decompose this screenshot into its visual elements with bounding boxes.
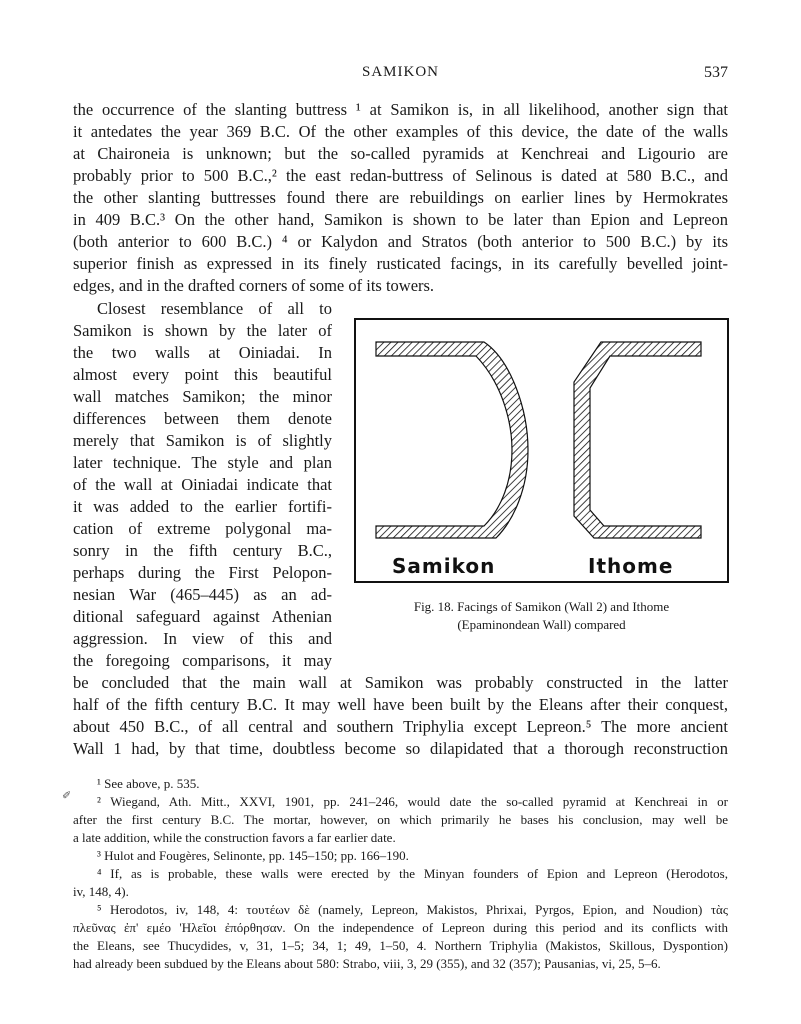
- figure-label-samikon: Samikon: [392, 554, 496, 578]
- footnote-4-cont: iv, 148, 4).: [73, 884, 129, 899]
- figure-caption-line-2: (Epaminondean Wall) compared: [457, 617, 626, 632]
- body-line: perhaps during the First Pelopon-: [73, 563, 332, 582]
- body-line: Samikon is shown by the later of: [73, 321, 332, 340]
- body-line: cation of extreme polygonal ma-: [73, 519, 332, 538]
- body-line: be concluded that the main wall at Samikon was probably constructed in the latter: [73, 673, 728, 692]
- ithome-facing-profile: [574, 342, 701, 538]
- footnote-3: ³ Hulot and Fougères, Selinonte, pp. 145–150; pp. 166–190.: [97, 848, 409, 863]
- body-line: the occurrence of the slanting buttress ¹ at Samikon is, in all likelihood, another sign that: [73, 100, 728, 119]
- body-line: it antedates the year 369 B.C. Of the other examples of this device, the date of the walls: [73, 122, 728, 141]
- figure-caption-line-1: Fig. 18. Facings of Samikon (Wall 2) and Ithome: [413, 599, 670, 614]
- body-line: Closest resemblance of all to: [97, 299, 332, 318]
- facing-profiles-drawing: [356, 320, 727, 581]
- body-line: wall matches Samikon; the minor: [73, 387, 332, 406]
- body-line: in 409 B.C.³ On the other hand, Samikon is shown to be later than Epion and Lepreon: [73, 210, 728, 229]
- figure-18: [354, 318, 729, 583]
- footnote-2: ² Wiegand, Ath. Mitt., XXVI, 1901, pp. 241–246, would date the so-called pyramid at Kenchreai in or: [97, 794, 728, 809]
- figure-label-ithome: Ithome: [588, 554, 674, 578]
- body-line: at Chaironeia is unknown; but the so-called pyramids at Kenchreai and Ligourio are: [73, 144, 728, 163]
- body-line: it was added to the earlier fortifi-: [73, 497, 332, 516]
- body-line: half of the fifth century B.C. It may well have been built by the Eleans after their conquest,: [73, 695, 728, 714]
- footnote-2-cont: after the first century B.C. The mortar, however, on which primarily he bases his conclusion, may well be: [73, 812, 728, 827]
- body-line: nesian War (465–445) as an ad-: [73, 585, 332, 604]
- footnote-1: ¹ See above, p. 535.: [97, 776, 200, 791]
- footnote-4: ⁴ If, as is probable, these walls were erected by the Minyan founders of Epion and Lepreon (Herodotos,: [97, 866, 728, 881]
- body-line: aggression. In view of this and: [73, 629, 332, 648]
- footnote-5-cont: had already been subdued by the Eleans about 580: Strabo, viii, 3, 29 (355), and 32 (357); Pausanias, vi, 25, 5–6.: [73, 956, 661, 971]
- footnote-5-cont: the Eleans, see Thucydides, v, 31, 1–5; 34, 1; 49, 1–50, 4. Northern Triphylia (Makistos, Skillous, Dyspontion): [73, 938, 728, 953]
- footnote-5-cont: πλεῦνας ἐπ' εμέο 'Ηλεῖοι ἐπόρθησαν. On the independence of Lepreon during this period and its conflicts with: [73, 920, 728, 935]
- body-line: probably prior to 500 B.C.,² the east redan-buttress of Selinous is dated at 580 B.C., and: [73, 166, 728, 185]
- running-head: [0, 64, 801, 86]
- body-line: ditional safeguard against Athenian: [73, 607, 332, 626]
- body-line: about 450 B.C., of all central and southern Triphylia except Lepreon.⁵ The more ancient: [73, 717, 728, 736]
- body-line: the foregoing comparisons, it may: [73, 651, 332, 670]
- footnote-5: ⁵ Herodotos, iv, 148, 4: τουτέων δὲ (namely, Lepreon, Makistos, Phrixai, Pyrgos, Epion, and Noudion) τὰς: [97, 902, 728, 917]
- body-line: the other slanting buttresses found there are rebuildings on earlier lines by Hermokrates: [73, 188, 728, 207]
- running-title: SAMIKON: [361, 64, 439, 80]
- body-line: sonry in the fifth century B.C.,: [73, 541, 332, 560]
- body-line: later technique. The style and plan: [73, 453, 332, 472]
- body-line: merely that Samikon is of slightly: [73, 431, 332, 450]
- body-line: differences between them denote: [73, 409, 332, 428]
- margin-mark: ✐: [62, 790, 72, 802]
- body-line: edges, and in the drafted corners of some of its towers.: [73, 276, 435, 295]
- body-line: of the wall at Oiniadai indicate that: [73, 475, 332, 494]
- body-line: the two walls at Oiniadai. In: [73, 343, 332, 362]
- samikon-facing-profile: [376, 342, 528, 538]
- footnote-2-cont: a late addition, while the construction favors a far earlier date.: [73, 830, 396, 845]
- body-line: superior finish as expressed in its finely rusticated facings, in its carefully bevelled joint-: [73, 254, 728, 273]
- body-line: (both anterior to 600 B.C.) ⁴ or Kalydon and Stratos (both anterior to 500 B.C.) by its: [73, 232, 728, 251]
- body-line: Wall 1 had, by that time, doubtless become so dilapidated that a thorough reconstruction: [73, 739, 728, 758]
- page-number: 537: [704, 64, 728, 81]
- body-line: almost every point this beautiful: [73, 365, 332, 384]
